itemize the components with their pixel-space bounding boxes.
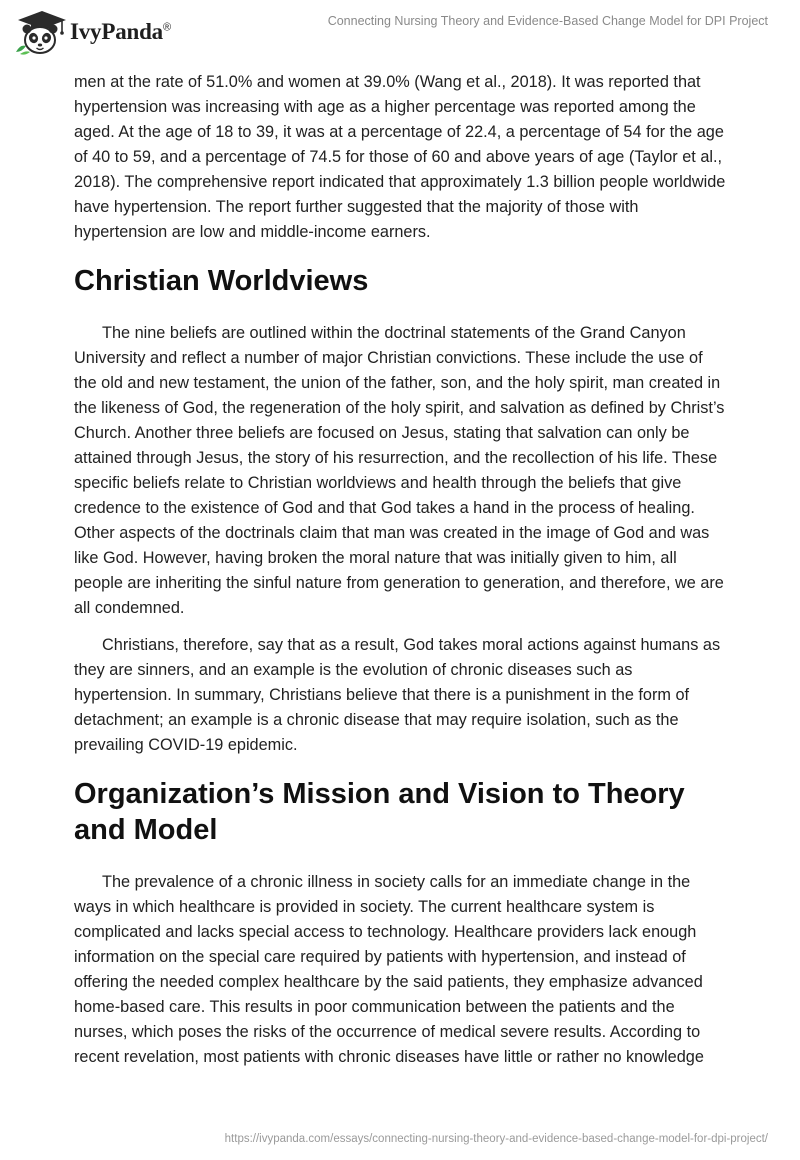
brand-name xyxy=(70,19,171,45)
source-url-link[interactable]: https://ivypanda.com/essays/connecting-nursing-theory-and-evidence-based-change-model-for-dpi-project/ xyxy=(224,1133,768,1145)
essay-content xyxy=(74,70,728,1082)
brand-name-text: IvyPanda xyxy=(70,19,163,44)
paragraph: Christians, therefore, say that as a result, God takes moral actions against humans as they are sinners, and an example is the evolution of chronic diseases such as hypertension. In summary, Christians believe that there is a punishment in the form of detachment; an example is a chronic disease that may require isolation, such as the prevailing COVID-19 epidemic. xyxy=(74,636,721,754)
page-header xyxy=(0,0,800,64)
paragraph: The prevalence of a chronic illness in society calls for an immediate change in the ways in which healthcare is provided in society. The current healthcare system is complicated and lacks special access to technology. Healthcare providers lack enough information on the special care required by patients with hypertension, and instead of offering the needed complex healthcare by the said patients, they emphasize advanced home-based care. This results in poor communication between the patients and the nurses, which poses the risks of the occurrence of medical severe results. According to recent revelation, most patients with chronic diseases have little or rather no knowledge xyxy=(74,873,704,1066)
document-title: Connecting Nursing Theory and Evidence-Based Change Model for DPI Project xyxy=(327,14,768,28)
panda-graduate-icon xyxy=(12,8,68,56)
section-heading-mission-vision: Organization’s Mission and Vision to Theory and Model xyxy=(74,778,685,846)
ivypanda-logo[interactable] xyxy=(12,8,171,56)
section-heading-christian-worldviews: Christian Worldviews xyxy=(74,265,369,297)
intro-paragraph: men at the rate of 51.0% and women at 39.0% (Wang et al., 2018). It was reported that hypertension was increasing with age as a higher percentage was reported among the aged. At the age of 18 to 39, it was at a percentage of 22.4, a percentage of 54 for the age of 40 to 59, and a percentage of 74.5 for those of 60 and above years of age (Taylor et al., 2018). The comprehensive report indicated that approximately 1.3 billion people worldwide have hypertension. The report further suggested that the majority of those with hypertension are low and middle-income earners. xyxy=(74,73,726,241)
registered-mark: ® xyxy=(162,21,171,34)
paragraph: The nine beliefs are outlined within the doctrinal statements of the Grand Canyon University and reflect a number of major Christian convictions. These include the use of the old and new testament, the union of the father, son, and the holy spirit, man created in the likeness of God, the regeneration of the holy spirit, and salvation as defined by Christ’s Church. Another three beliefs are focused on Jesus, stating that salvation can only be attained through Jesus, the story of his resurrection, and the recollection of his life. These specific beliefs relate to Christian worldviews and health through the beliefs that give credence to the existence of God and that God takes a hand in the process of healing. Other aspects of the doctrinals claim that man was created in the image of God and was like God. However, having broken the moral nature that was initially given to him, all people are inheriting the sinful nature from generation to generation, and therefore, we are all condemned. xyxy=(74,324,725,617)
